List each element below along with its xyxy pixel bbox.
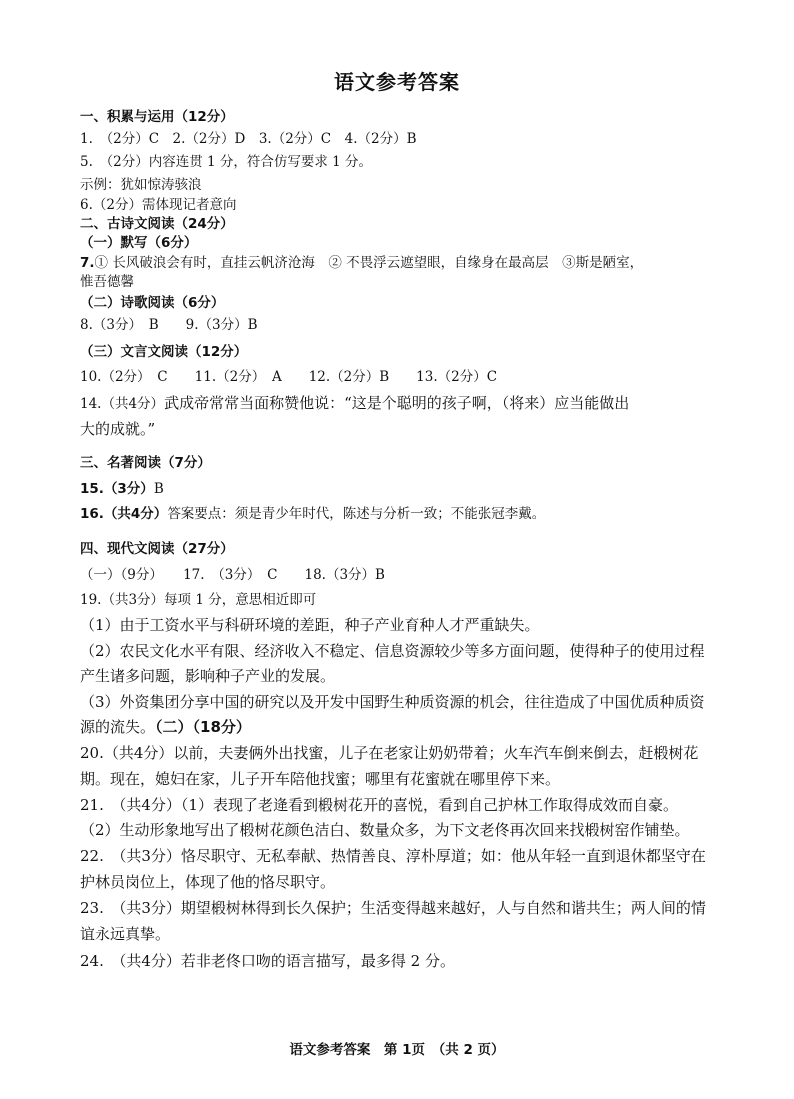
section-heading-4: 四、现代文阅读（27分） <box>80 541 234 557</box>
section-heading-2: 二、古诗文阅读（24分） <box>80 216 234 232</box>
answer-line: 5. （2分）内容连贯 1 分，符合仿写要求 1 分。 <box>80 154 373 170</box>
answer-line <box>80 505 720 523</box>
answer-line: （2）生动形象地写出了椴树花颜色洁白、数量众多，为下文老佟再次回来找椴树窑作铺垫。 <box>80 821 690 839</box>
answer-text: ① 长风破浪会有时，直挂云帆济沧海 ② 不畏浮云遮望眼，自缘身在最高层 ③斯是陋室， <box>94 255 644 271</box>
subsection-heading: （一）默写（6分） <box>80 235 198 251</box>
question-number: 7. <box>80 255 95 271</box>
subsection-heading: （二）（18分） <box>155 718 251 736</box>
answer-line <box>80 717 720 737</box>
answer-line: 惟吾德馨 <box>80 274 134 290</box>
answer-line: 22. （共3分）恪尽职守、无私奉献、热情善良、淳朴厚道；如：他从年轻一直到退休都坚守在 <box>80 847 706 865</box>
answer-line: 24. （共4分）若非老佟口吻的语言描写，最多得 2 分。 <box>80 952 455 970</box>
answer-line: （1）由于工资水平与科研环境的差距，种子产业育种人才严重缺失。 <box>80 616 540 634</box>
subsection-heading: （三）文言文阅读（12分） <box>80 344 248 360</box>
page-footer: 语文参考答案 第 1页 （共 2 页） <box>289 1042 505 1058</box>
answer-line <box>80 480 720 498</box>
answer-line: （一）（9分） 17. （3分） C 18.（3分）B <box>80 567 385 583</box>
answer-text: 武成帝常常当面称赞他说：“这是个聪明的孩子啊，（将来）应当能做出 <box>164 394 630 412</box>
answer-line: 20.（共4分）以前，夫妻俩外出找蜜，儿子在老家让奶奶带着；火车汽车倒来倒去，赶椴树花 <box>80 744 699 762</box>
answer-line: 10.（2分） C 11.（2分） A 12.（2分）B 13.（2分）C <box>80 369 498 385</box>
answer-line: （2）农民文化水平有限、经济收入不稳定、信息资源较少等多方面问题，使得种子的使用过程 <box>80 642 705 660</box>
answer-line: 19.（共3分）每项 1 分，意思相近即可 <box>80 592 317 608</box>
answer-line: 21. （共4分）（1）表现了老逄看到椴树花开的喜悦，看到自己护林工作取得成效而自豪。 <box>80 796 678 814</box>
answer-line: 6.（2分）需体现记者意向 <box>80 197 237 213</box>
question-number: 16.（共4分） <box>80 506 168 522</box>
answer-line: 1. （2分）C 2.（2分）D 3.（2分）C 4.（2分）B <box>80 131 417 147</box>
answer-text: B <box>153 481 164 497</box>
question-number: 15.（3分） <box>80 481 154 497</box>
answer-line: 护林员岗位上，体现了他的恪尽职守。 <box>80 873 336 891</box>
answer-line: 谊永远真挚。 <box>80 925 171 943</box>
section-heading-1: 一、积累与运用（12分） <box>80 109 234 125</box>
question-number: 14.（共4分） <box>80 396 165 412</box>
answer-line: 期。现在，媳妇在家，儿子开车陪他找蜜；哪里有花蜜就在哪里停下来。 <box>80 770 561 788</box>
answer-line <box>80 393 720 414</box>
answer-line: 大的成就。” <box>80 420 156 438</box>
section-heading-3: 三、名著阅读（7分） <box>80 455 211 471</box>
answer-line: 产生诸多问题，影响种子产业的发展。 <box>80 667 336 685</box>
answer-text: 答案要点：须是青少年时代，陈述与分析一致；不能张冠李戴。 <box>167 506 546 522</box>
page-title: 语文参考答案 <box>334 70 460 94</box>
answer-line: 示例：犹如惊涛骇浪 <box>80 177 202 193</box>
subsection-heading: （二）诗歌阅读（6分） <box>80 295 225 311</box>
answer-line: （3）外资集团分享中国的研究以及开发中国野生种质资源的机会，往往造成了中国优质种质资 <box>80 693 705 711</box>
answer-line: 8.（3分） B 9.（3分）B <box>80 317 258 333</box>
answer-line <box>80 254 720 272</box>
answer-text: 源的流失。 <box>80 718 156 736</box>
answer-line: 23. （共3分）期望椴树林得到长久保护；生活变得越来越好，人与自然和谐共生；两人间的情 <box>80 899 706 917</box>
